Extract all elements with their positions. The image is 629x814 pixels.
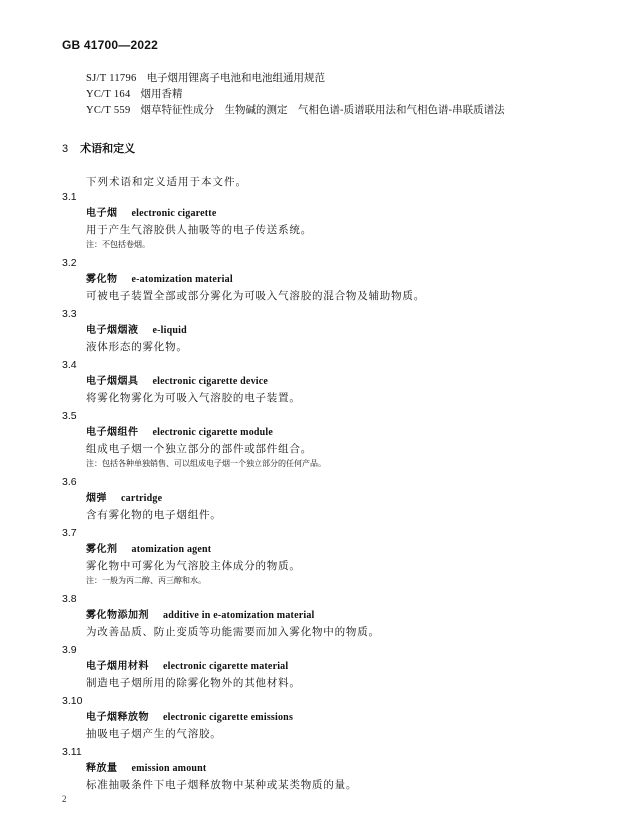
term-definition: 抽吸电子烟产生的气溶胶。 (86, 728, 222, 740)
term-zh: 电子烟用材料 (86, 661, 149, 672)
term-title (86, 273, 233, 287)
term-note: 注：一般为丙二醇、丙三醇和水。 (86, 576, 206, 585)
normative-references-list (86, 70, 505, 118)
term-en: electronic cigarette emissions (163, 712, 294, 723)
term-en: e-liquid (152, 325, 187, 336)
section-number: 3 (62, 143, 69, 155)
term-en: electronic cigarette (131, 208, 217, 219)
term-title (86, 324, 187, 338)
reference-code: YC/T 164 (86, 89, 131, 100)
term-definition: 液体形态的雾化物。 (86, 341, 188, 353)
term-entry (0, 307, 629, 358)
term-entry (0, 643, 629, 694)
term-number: 3.9 (62, 644, 77, 656)
term-title (86, 492, 162, 506)
term-title (86, 543, 211, 557)
standard-number-header: GB 41700—2022 (62, 38, 158, 52)
term-title (86, 207, 216, 221)
term-en: atomization agent (131, 544, 212, 555)
term-entry (0, 592, 629, 643)
term-zh: 电子烟烟液 (86, 325, 139, 336)
term-en: cartridge (121, 493, 163, 504)
term-title (86, 660, 288, 674)
term-title (86, 426, 273, 440)
term-number: 3.4 (62, 359, 77, 371)
term-title (86, 609, 315, 623)
reference-title: 烟用香精 (140, 88, 183, 100)
term-en: e-atomization material (131, 274, 233, 285)
reference-item (86, 70, 505, 86)
term-number: 3.5 (62, 410, 77, 422)
term-zh: 电子烟 (86, 208, 118, 219)
term-zh: 雾化物 (86, 274, 118, 285)
section-intro: 下列术语和定义适用于本文件。 (86, 176, 247, 188)
section-title: 术语和定义 (80, 142, 136, 155)
term-title (86, 711, 293, 725)
term-entry (0, 358, 629, 409)
term-definition: 组成电子烟一个独立部分的部件或部件组合。 (86, 443, 312, 455)
term-number: 3.7 (62, 527, 77, 539)
reference-item (86, 102, 505, 118)
term-entry (0, 190, 629, 256)
term-en: additive in e-atomization material (163, 610, 315, 621)
term-number: 3.1 (62, 191, 77, 203)
term-entry (0, 694, 629, 745)
term-zh: 雾化剂 (86, 544, 118, 555)
reference-item (86, 86, 505, 102)
term-definition: 将雾化物雾化为可吸入气溶胶的电子装置。 (86, 392, 301, 404)
page-number: 2 (62, 794, 67, 804)
term-number: 3.3 (62, 308, 77, 320)
term-zh: 烟弹 (86, 493, 107, 504)
term-entry (0, 475, 629, 526)
term-zh: 雾化物添加剂 (86, 610, 149, 621)
term-definition: 标准抽吸条件下电子烟释放物中某种或某类物质的量。 (86, 779, 358, 791)
term-en: emission amount (131, 763, 207, 774)
term-en: electronic cigarette material (163, 661, 289, 672)
term-number: 3.8 (62, 593, 77, 605)
reference-title: 烟草特征性成分 生物碱的测定 气相色谱-质谱联用法和气相色谱-串联质谱法 (140, 104, 505, 116)
reference-title: 电子烟用锂离子电池和电池组通用规范 (146, 72, 326, 84)
term-number: 3.6 (62, 476, 77, 488)
term-definition: 雾化物中可雾化为气溶胶主体成分的物质。 (86, 560, 301, 572)
term-en: electronic cigarette module (152, 427, 274, 438)
term-entry (0, 409, 629, 475)
term-title (86, 762, 206, 776)
term-number: 3.11 (62, 746, 82, 758)
reference-code: SJ/T 11796 (86, 73, 137, 84)
term-entry (0, 526, 629, 592)
term-definition: 含有雾化物的电子烟组件。 (86, 509, 222, 521)
term-entry (0, 256, 629, 307)
terms-list (0, 190, 629, 796)
term-entry (0, 745, 629, 796)
term-number: 3.2 (62, 257, 77, 269)
reference-code: YC/T 559 (86, 105, 131, 116)
term-note: 注：包括各种单独销售、可以组成电子烟一个独立部分的任何产品。 (86, 459, 326, 468)
term-definition: 可被电子装置全部或部分雾化为可吸入气溶胶的混合物及辅助物质。 (86, 290, 425, 302)
term-en: electronic cigarette device (152, 376, 269, 387)
term-note: 注：不包括卷烟。 (86, 240, 150, 249)
term-definition: 为改善品质、防止变质等功能需要而加入雾化物中的物质。 (86, 626, 380, 638)
term-definition: 用于产生气溶胶供人抽吸等的电子传送系统。 (86, 224, 312, 236)
term-zh: 电子烟烟具 (86, 376, 139, 387)
term-zh: 电子烟释放物 (86, 712, 149, 723)
term-zh: 释放量 (86, 763, 118, 774)
term-title (86, 375, 268, 389)
section-heading (62, 140, 135, 156)
term-number: 3.10 (62, 695, 83, 707)
term-zh: 电子烟组件 (86, 427, 139, 438)
term-definition: 制造电子烟所用的除雾化物外的其他材料。 (86, 677, 301, 689)
